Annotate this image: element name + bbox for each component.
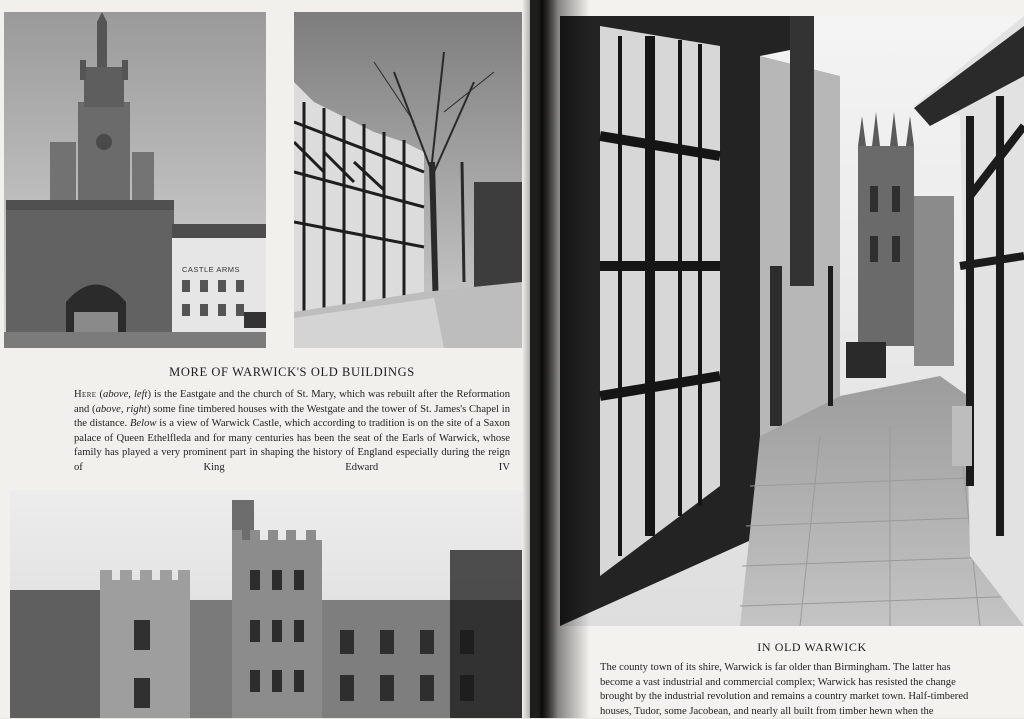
caption-text-4: is a view of Warwick Castle, which according to tradition is on the site of a Saxon palace of Queen Ethelfleda and for many centuries has been the seat of the Earls of Warwick, whose family has played a very prominent part in shaping the history of England especially during the reign of King Edward IV <box>74 418 510 473</box>
timbered-houses-photo <box>294 12 522 348</box>
caption-below: Below <box>129 418 157 430</box>
book-gutter <box>522 0 558 718</box>
right-caption-line-4: houses, Tudor, some Jacobean, and nearly all built from timber hewn when the <box>600 705 934 717</box>
warwick-castle-photo <box>10 490 522 718</box>
right-caption-line-2: become a vast industrial and commercial complex; Warwick has resisted the change <box>600 676 956 688</box>
eastgate-photo <box>4 12 266 348</box>
right-caption-line-1: The county town of its shire, Warwick is far older than Birmingham. The latter has <box>600 662 951 673</box>
castle-arms-sign: CASTLE ARMS <box>182 265 241 274</box>
right-caption <box>600 640 1024 719</box>
right-caption-title: IN OLD WARWICK <box>757 640 867 654</box>
caption-body <box>74 388 510 476</box>
caption-title: MORE OF WARWICK'S OLD BUILDINGS <box>169 365 415 379</box>
caption-lead: Here <box>74 389 97 400</box>
caption-above-right: above, right <box>95 403 147 415</box>
caption-text-2: ) is the Eastgate and the church of St. Mary, which was rebuilt after the Reformation and ( <box>74 389 511 415</box>
caption-text-3: ) some fine timbered houses with the Westgate and the tower of St. James's Chapel in the distance. <box>74 403 510 430</box>
old-warwick-street-photo <box>560 16 1024 626</box>
caption-above-left: above, left <box>103 389 148 400</box>
left-caption <box>74 365 510 476</box>
right-caption-line-3: brought by the industrial revolution and remains a country market town. Half-timbered <box>600 691 969 703</box>
right-page <box>530 0 1024 718</box>
caption-text-1: ( <box>96 389 104 400</box>
